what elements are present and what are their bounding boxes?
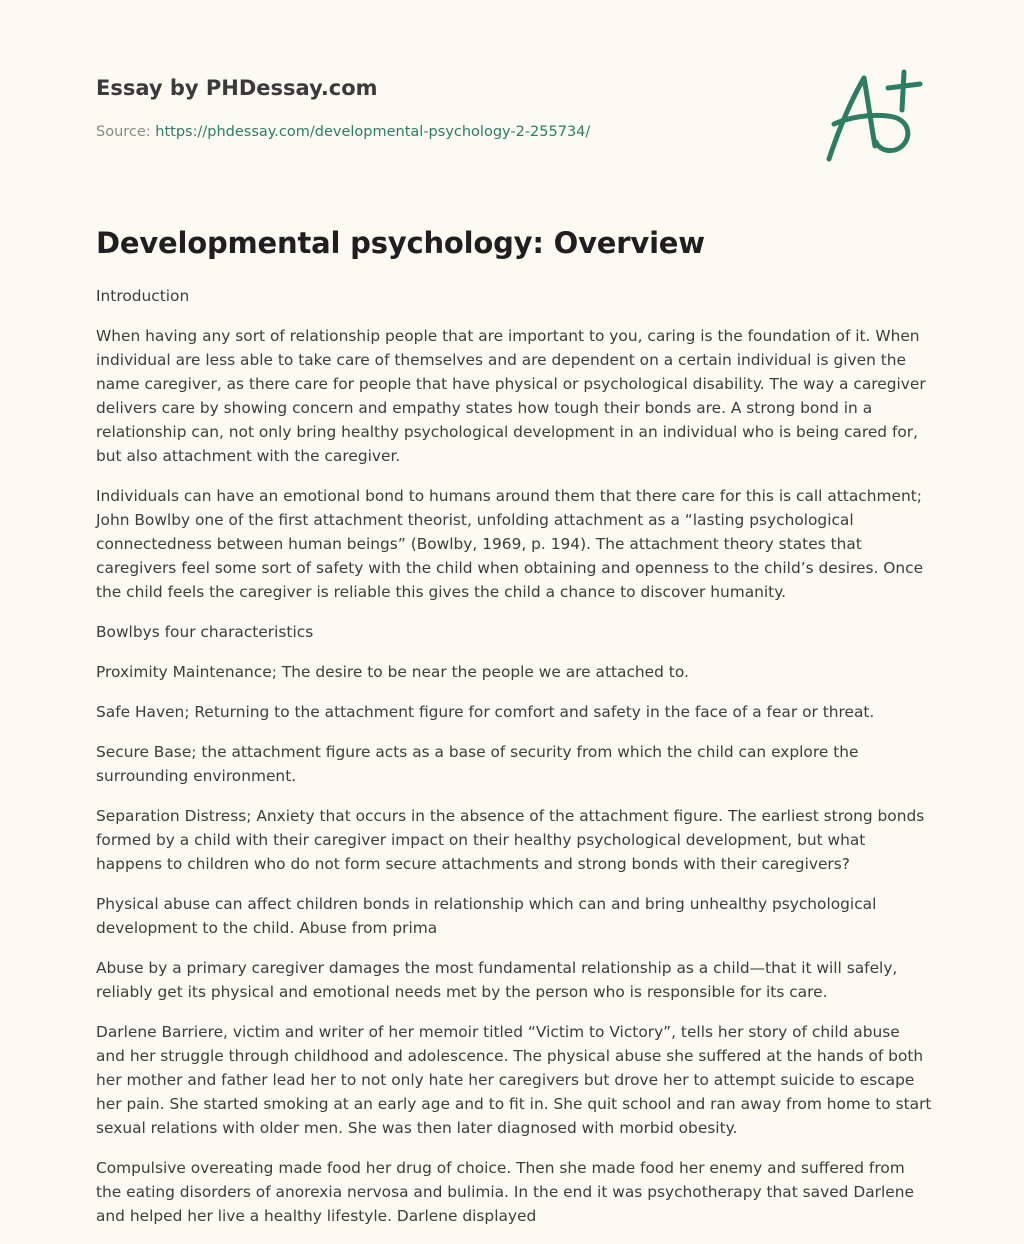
article-paragraph: Abuse by a primary caregiver damages the most fundamental relationship as a child—that it will safely, reliably get its physical and emotional needs met by the person who is responsible for its care. [96, 959, 898, 1001]
site-brand: Essay by PHDessay.com [96, 76, 378, 100]
article-paragraph: Proximity Maintenance; The desire to be near the people we are attached to. [96, 663, 689, 681]
a-plus-icon [820, 66, 930, 166]
article-body [96, 284, 932, 1244]
source-line [96, 124, 590, 140]
article-paragraph: When having any sort of relationship people that are important to you, caring is the foundation of it. When individual are less able to take care of themselves and are dependent on a certain individual is given the name caregiver, as there care for people that have physical or psychological disability. The way a caregiver delivers care by showing concern and empathy states how tough their bonds are. A strong bond in a relationship can, not only bring healthy psychological development in an individual who is being cared for, but also attachment with the caregiver. [96, 327, 926, 465]
page-title: Developmental psychology: Overview [96, 226, 705, 260]
article-paragraph: Compulsive overeating made food her drug of choice. Then she made food her enemy and suffered from the eating disorders of anorexia nervosa and bulimia. In the end it was psychotherapy that saved Darlene and helped her live a healthy lifestyle. Darlene displayed [96, 1159, 914, 1225]
article-paragraph: Secure Base; the attachment figure acts as a base of security from which the child can explore the surrounding environment. [96, 743, 859, 785]
article-paragraph: Introduction [96, 287, 190, 305]
article-paragraph: Bowlbys four characteristics [96, 623, 314, 641]
article-paragraph: Safe Haven; Returning to the attachment figure for comfort and safety in the face of a fear or threat. [96, 703, 875, 721]
article-paragraph: Individuals can have an emotional bond to humans around them that there care for this is call attachment; John Bowlby one of the first attachment theorist, unfolding attachment as a “lasting psychological connectedness between human beings” (Bowlby, 1969, p. 194). The attachment theory states that caregivers feel some sort of safety with the child when obtaining and openness to the child’s desires. Once the child feels the caregiver is reliable this gives the child a chance to discover humanity. [96, 487, 924, 601]
source-label: Source: [96, 124, 156, 140]
source-link[interactable]: https://phdessay.com/developmental-psychology-2-255734/ [155, 124, 591, 140]
article-paragraph: Darlene Barriere, victim and writer of her memoir titled “Victim to Victory”, tells her story of child abuse and her struggle through childhood and adolescence. The physical abuse she suffered at the hands of both her mother and father lead her to not only hate her caregivers but drove her to attempt suicide to escape her pain. She started smoking at an early age and to fit in. She quit school and ran away from home to start sexual relations with older men. She was then later diagnosed with morbid obesity. [96, 1023, 932, 1137]
article-paragraph: Physical abuse can affect children bonds in relationship which can and bring unhealthy psychological development to the child. Abuse from prima [96, 895, 877, 937]
article-paragraph: Separation Distress; Anxiety that occurs in the absence of the attachment figure. The earliest strong bonds formed by a child with their caregiver impact on their healthy psychological development, but what happens to children who do not form secure attachments and strong bonds with their caregivers? [96, 807, 925, 873]
